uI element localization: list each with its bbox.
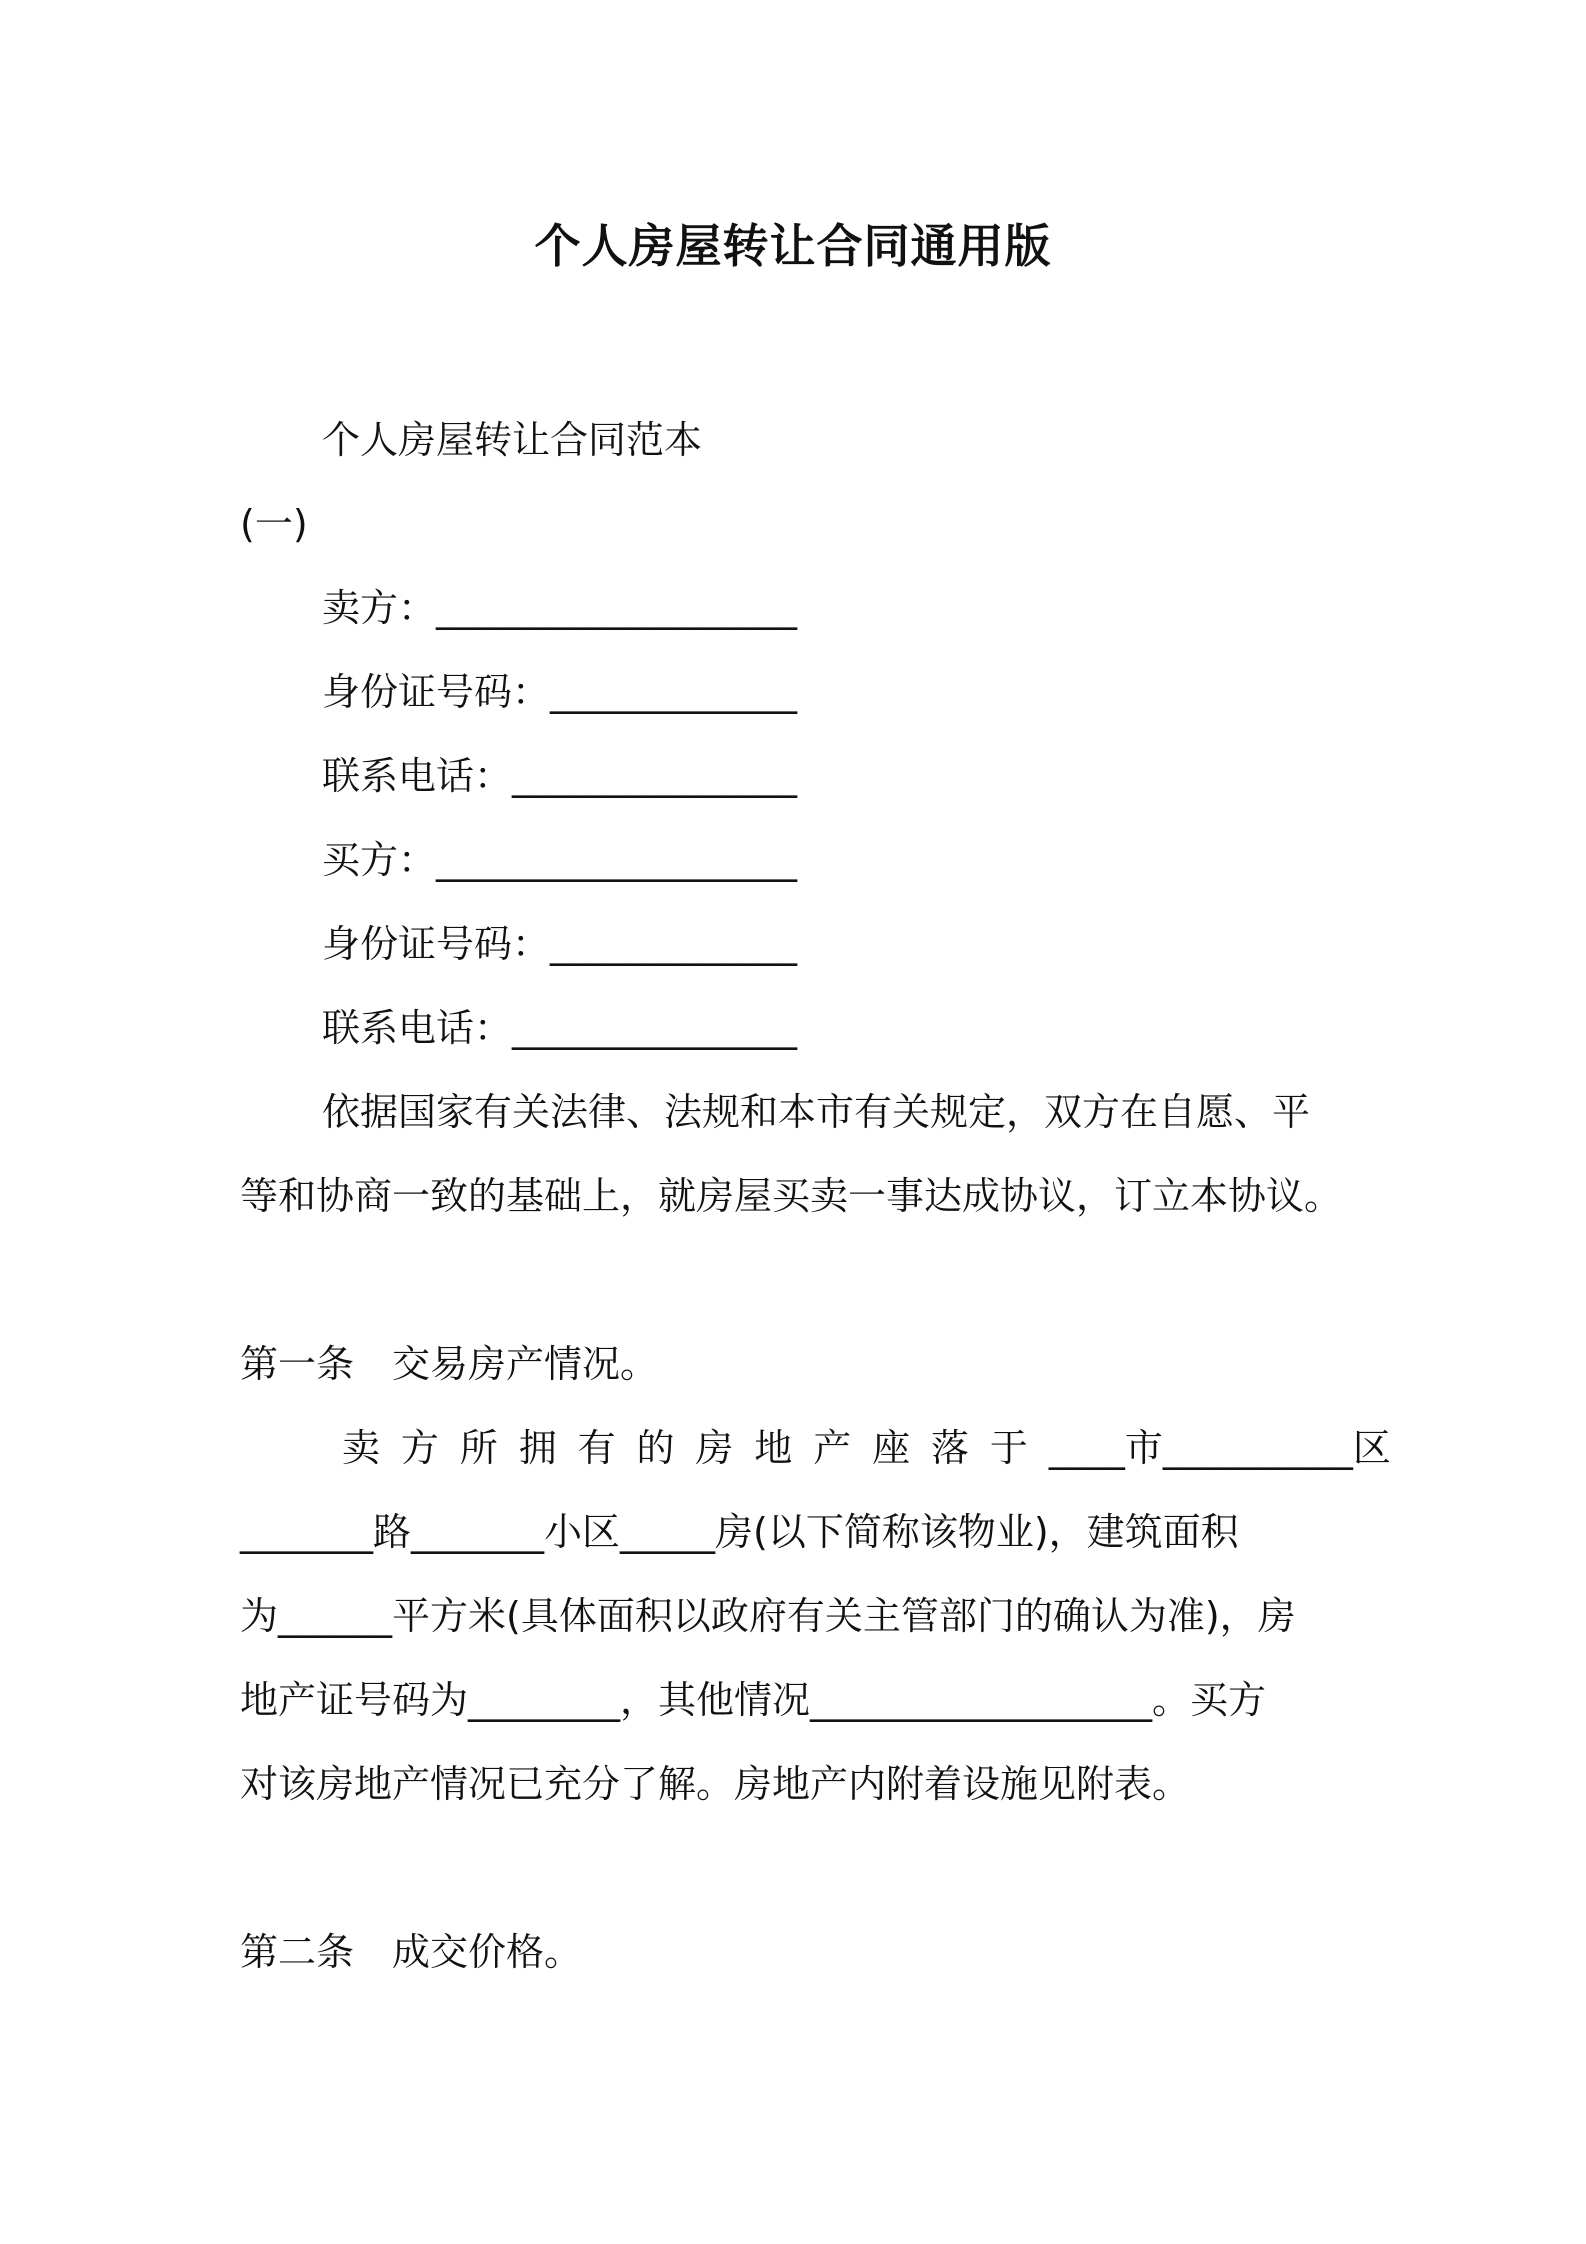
buyer-phone-field: 联系电话：_______________ <box>322 1006 798 1050</box>
article-1-line-1-part-b: ____市 <box>1048 1426 1163 1470</box>
article-1-title: 第一条 交易房产情况。 <box>240 1342 659 1386</box>
article-1-line-1-part-a: 卖方所拥有的房地产座落于 <box>342 1426 1049 1470</box>
article-1-line-3: 为______平方米(具体面积以政府有关主管部门的确认为准)，房 <box>240 1594 1296 1638</box>
seller-id-field: 身份证号码：_____________ <box>322 670 798 714</box>
article-1-line-1-part-c: __________区 <box>1162 1426 1391 1470</box>
seller-field: 卖方：___________________ <box>322 586 798 630</box>
article-2-title: 第二条 成交价格。 <box>240 1930 583 1974</box>
subtitle: 个人房屋转让合同范本 <box>322 418 703 462</box>
intro-paragraph-line-2: 等和协商一致的基础上，就房屋买卖一事达成协议，订立本协议。 <box>240 1174 1343 1218</box>
seller-phone-field: 联系电话：_______________ <box>322 754 798 798</box>
article-1-line-5: 对该房地产情况已充分了解。房地产内附着设施见附表。 <box>240 1762 1191 1806</box>
article-1-line-2: _______路_______小区_____房(以下简称该物业)，建筑面积 <box>240 1510 1239 1554</box>
intro-paragraph-line-1: 依据国家有关法律、法规和本市有关规定，双方在自愿、平 <box>322 1090 1311 1134</box>
article-1-line-1 <box>240 1420 1391 1476</box>
buyer-field: 买方：___________________ <box>322 838 798 882</box>
article-1-line-4: 地产证号码为________，其他情况__________________。买方 <box>240 1678 1267 1722</box>
document-title: 个人房屋转让合同通用版 <box>534 219 1052 273</box>
article-1-line-1-row <box>240 1420 1391 1476</box>
buyer-id-field: 身份证号码：_____________ <box>322 922 798 966</box>
section-marker: (一) <box>240 502 308 546</box>
